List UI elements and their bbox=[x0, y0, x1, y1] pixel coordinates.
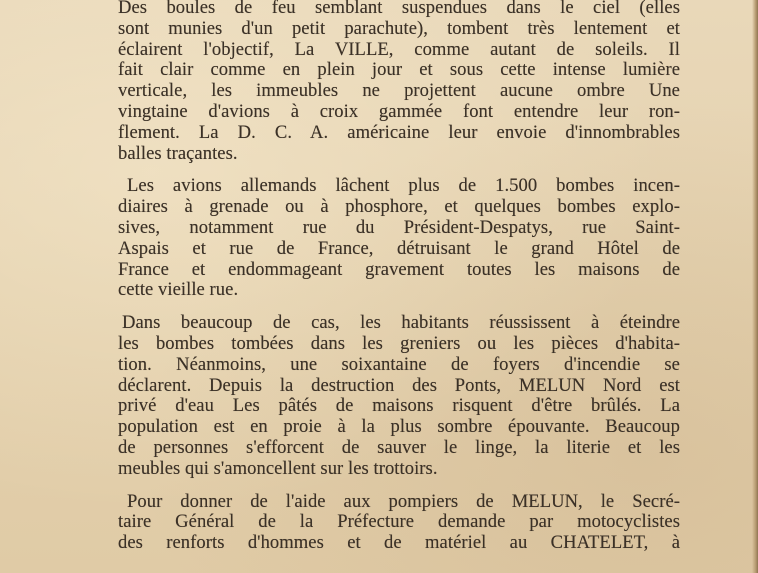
text-line: privé d'eau Les pâtés de maisons risquent d'être brûlés. La bbox=[118, 395, 680, 417]
text-line: population est en proie à la plus sombre épouvante. Beaucoup bbox=[118, 416, 680, 438]
text-line: balles traçantes. bbox=[118, 142, 238, 164]
text-line: déclarent. Depuis la destruction des Ponts, MELUN Nord est bbox=[118, 374, 680, 396]
text-line: des renforts d'hommes et de matériel au CHATELET, à bbox=[118, 532, 680, 554]
paragraph-1 bbox=[118, 0, 680, 164]
text-line: fait clair comme en plein jour et sous cette intense lumière bbox=[118, 59, 680, 81]
text-line: taire Général de la Préfecture demande par motocyclistes bbox=[118, 511, 680, 533]
text-line: sives, notamment rue du Président-Despatys, rue Saint- bbox=[118, 216, 680, 238]
text-line: Pour donner de l'aide aux pompiers de MELUN, le Secré- bbox=[127, 490, 680, 512]
paragraph-4 bbox=[118, 492, 680, 554]
text-line: Dans beaucoup de cas, les habitants réussissent à éteindre bbox=[122, 312, 680, 334]
text-line: diaires à grenade ou à phosphore, et quelques bombes explo- bbox=[118, 196, 680, 218]
text-line: Aspais et rue de France, détruisant le grand Hôtel de bbox=[118, 237, 680, 259]
page-edge bbox=[752, 0, 758, 573]
text-line: éclairent l'objectif, La VILLE, comme autant de soleils. Il bbox=[118, 38, 680, 60]
text-line: tion. Néanmoins, une soixantaine de foyers d'incendie se bbox=[118, 353, 680, 375]
text-line: flement. La D. C. A. américaine leur envoie d'innombrables bbox=[118, 121, 680, 143]
text-line: France et endommageant gravement toutes les maisons de bbox=[118, 258, 680, 280]
text-line: meubles qui s'amoncellent sur les trottoirs. bbox=[118, 457, 438, 479]
text-line: Les avions allemands lâchent plus de 1.500 bombes incen- bbox=[127, 175, 680, 197]
text-line: sont munies d'un petit parachute), tombent très lentement et bbox=[118, 17, 680, 39]
text-line: vingtaine d'avions à croix gammée font entendre leur ron- bbox=[118, 100, 680, 122]
text-line: les bombes tombées dans les greniers ou les pièces d'habita- bbox=[118, 332, 680, 354]
text-line: cette vieille rue. bbox=[118, 279, 239, 301]
paragraph-3 bbox=[118, 313, 680, 479]
text-line: Des boules de feu semblant suspendues dans le ciel (elles bbox=[118, 0, 680, 18]
text-block bbox=[118, 0, 680, 566]
paragraph-2 bbox=[118, 176, 680, 301]
text-line: verticale, les immeubles ne projettent aucune ombre Une bbox=[118, 80, 680, 102]
text-line: de personnes s'efforcent de sauver le linge, la literie et les bbox=[118, 436, 680, 458]
